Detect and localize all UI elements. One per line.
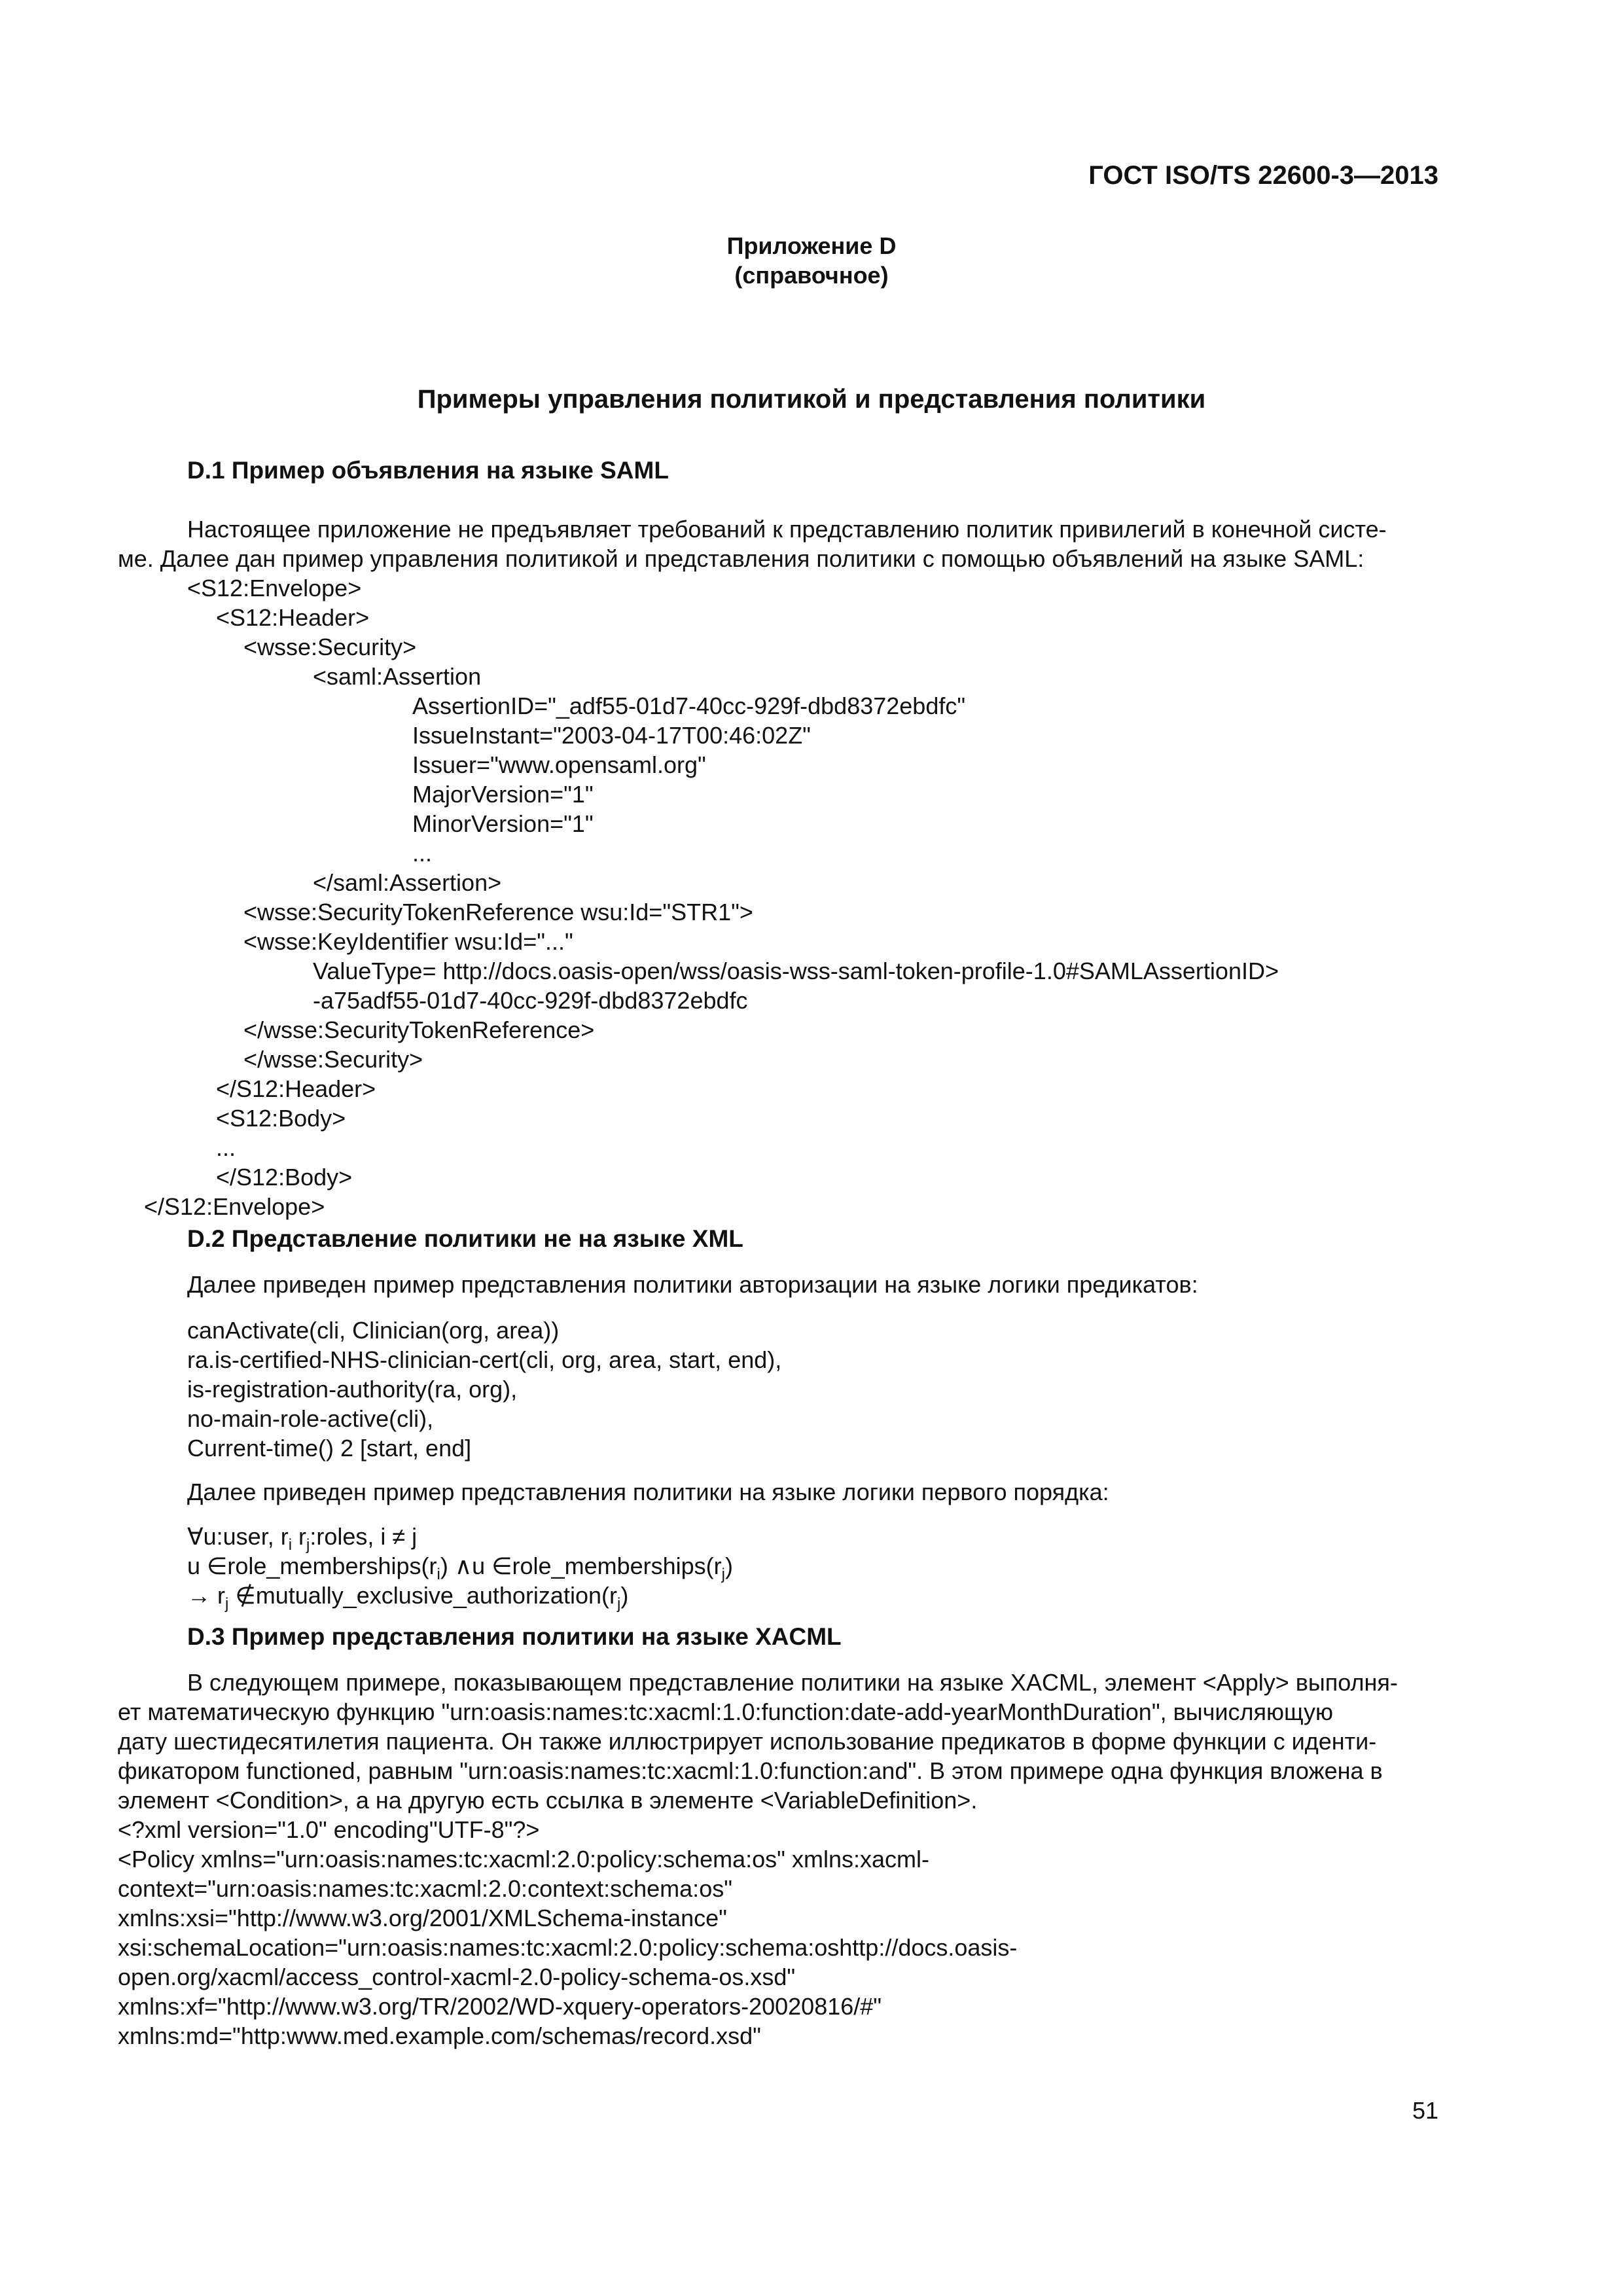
code-line: MinorVersion="1" [412, 810, 594, 837]
paragraph-line: дату шестидесятилетия пациента. Он также иллюстрирует использование предикатов в форме функции с иденти- [118, 1728, 1377, 1755]
code-line: <wsse:Security> [243, 634, 417, 660]
paragraph-line: Далее приведен пример представления политики авторизации на языке логики предикатов: [187, 1271, 1198, 1298]
code-line: <S12:Header> [216, 604, 370, 631]
code-line: </S12:Envelope> [144, 1193, 325, 1220]
code-line: MajorVersion="1" [412, 781, 594, 808]
code-line: ValueType= http://docs.oasis-open/wss/oasis-wss-saml-token-profile-1.0#SAMLAssertionID> [313, 958, 1279, 984]
annex-title: Приложение D [726, 232, 897, 259]
predicate-line: Current-time() 2 [start, end] [187, 1435, 472, 1462]
section-heading-d1: D.1 Пример объявления на языке SAML [187, 457, 669, 484]
code-line: open.org/xacml/access_control-xacml-2.0-policy-schema-os.xsd" [118, 1964, 796, 1990]
code-line: <S12:Envelope> [187, 575, 362, 601]
predicate-line: ra.is-certified-NHS-clinician-cert(cli, org, area, start, end), [187, 1346, 782, 1373]
section-heading-d2: D.2 Представление политики не на языке XML [187, 1225, 743, 1252]
predicate-line: canActivate(cli, Clinician(org, area)) [187, 1317, 560, 1344]
predicate-line: no-main-role-active(cli), [187, 1405, 434, 1432]
code-line: xmlns:xf="http://www.w3.org/TR/2002/WD-xquery-operators-20020816/#" [118, 1993, 882, 2020]
code-line: <S12:Body> [216, 1105, 346, 1132]
paragraph-line: фикатором functioned, равным "urn:oasis:names:tc:xacml:1.0:function:and". В этом примере одна функция вложена в [118, 1757, 1383, 1784]
code-line: ... [216, 1134, 236, 1161]
paragraph-line: В следующем примере, показывающем представление политики на языке XACML, элемент <Apply> выполня- [187, 1669, 1398, 1696]
code-line: xmlns:md="http:www.med.example.com/schemas/record.xsd" [118, 2022, 761, 2049]
main-heading: Примеры управления политикой и представления политики [417, 385, 1206, 414]
code-line: </saml:Assertion> [313, 869, 502, 896]
code-line: IssueInstant="2003-04-17T00:46:02Z" [412, 722, 811, 749]
code-line: </wsse:Security> [243, 1046, 423, 1073]
paragraph-line: ет математическую функцию "urn:oasis:names:tc:xacml:1.0:function:date-add-yearMonthDuration", вычисляющую [118, 1698, 1333, 1725]
code-line: <Policy xmlns="urn:oasis:names:tc:xacml:2.0:policy:schema:os" xmlns:xacml- [118, 1846, 929, 1873]
code-line: AssertionID="_adf55-01d7-40cc-929f-dbd8372ebdfc" [412, 692, 966, 719]
logic-formula-line: ∀u:user, $r_i$ $r_j:roles$, i ≠ j [187, 1523, 418, 1554]
code-line: Issuer="www.opensaml.org" [412, 751, 706, 778]
page-number: 51 [1412, 2097, 1438, 2124]
code-line: <wsse:SecurityTokenReference wsu:Id="STR1"> [243, 899, 753, 925]
paragraph-line: Настоящее приложение не предъявляет требований к представлению политик привилегий в конечной систе- [187, 516, 1387, 543]
code-line: </S12:Header> [216, 1075, 376, 1102]
code-line: xsi:schemaLocation="urn:oasis:names:tc:xacml:2.0:policy:schema:oshttp://docs.oasis- [118, 1934, 1018, 1961]
code-line: -a75adf55-01d7-40cc-929f-dbd8372ebdfc [313, 987, 748, 1014]
code-line: context="urn:oasis:names:tc:xacml:2.0:context:schema:os" [118, 1875, 732, 1902]
code-line: </S12:Body> [216, 1164, 353, 1191]
code-line: </wsse:SecurityTokenReference> [243, 1016, 595, 1043]
logic-formula-line: u $\in role\_memberships(r_i)$ ∧u $\in role\_memberships(r_j)$ [187, 1552, 733, 1583]
predicate-line: is-registration-authority(ra, org), [187, 1376, 518, 1403]
code-line: xmlns:xsi="http://www.w3.org/2001/XMLSchema-instance" [118, 1905, 727, 1931]
paragraph-line: элемент <Condition>, а на другую есть ссылка в элементе <VariableDefinition>. [118, 1787, 978, 1814]
code-line: <wsse:KeyIdentifier wsu:Id="..." [243, 928, 573, 955]
code-line: <saml:Assertion [313, 663, 482, 690]
code-line: ... [412, 840, 433, 867]
paragraph-line: Далее приведен пример представления политики на языке логики первого порядка: [187, 1479, 1109, 1505]
code-line: <?xml version="1.0" encoding"UTF-8"?> [118, 1816, 540, 1843]
document-code: ГОСТ ISO/TS 22600-3—2013 [1088, 161, 1438, 190]
logic-formula-line: → $r_j$ $\notin mutually\_exclusive\_authorization(r_j)$ [187, 1582, 629, 1613]
annex-subtitle: (справочное) [734, 262, 889, 289]
paragraph-line: ме. Далее дан пример управления политикой и представления политики с помощью объявлений на языке SAML: [118, 545, 1364, 572]
section-heading-d3: D.3 Пример представления политики на языке XACML [187, 1623, 842, 1650]
